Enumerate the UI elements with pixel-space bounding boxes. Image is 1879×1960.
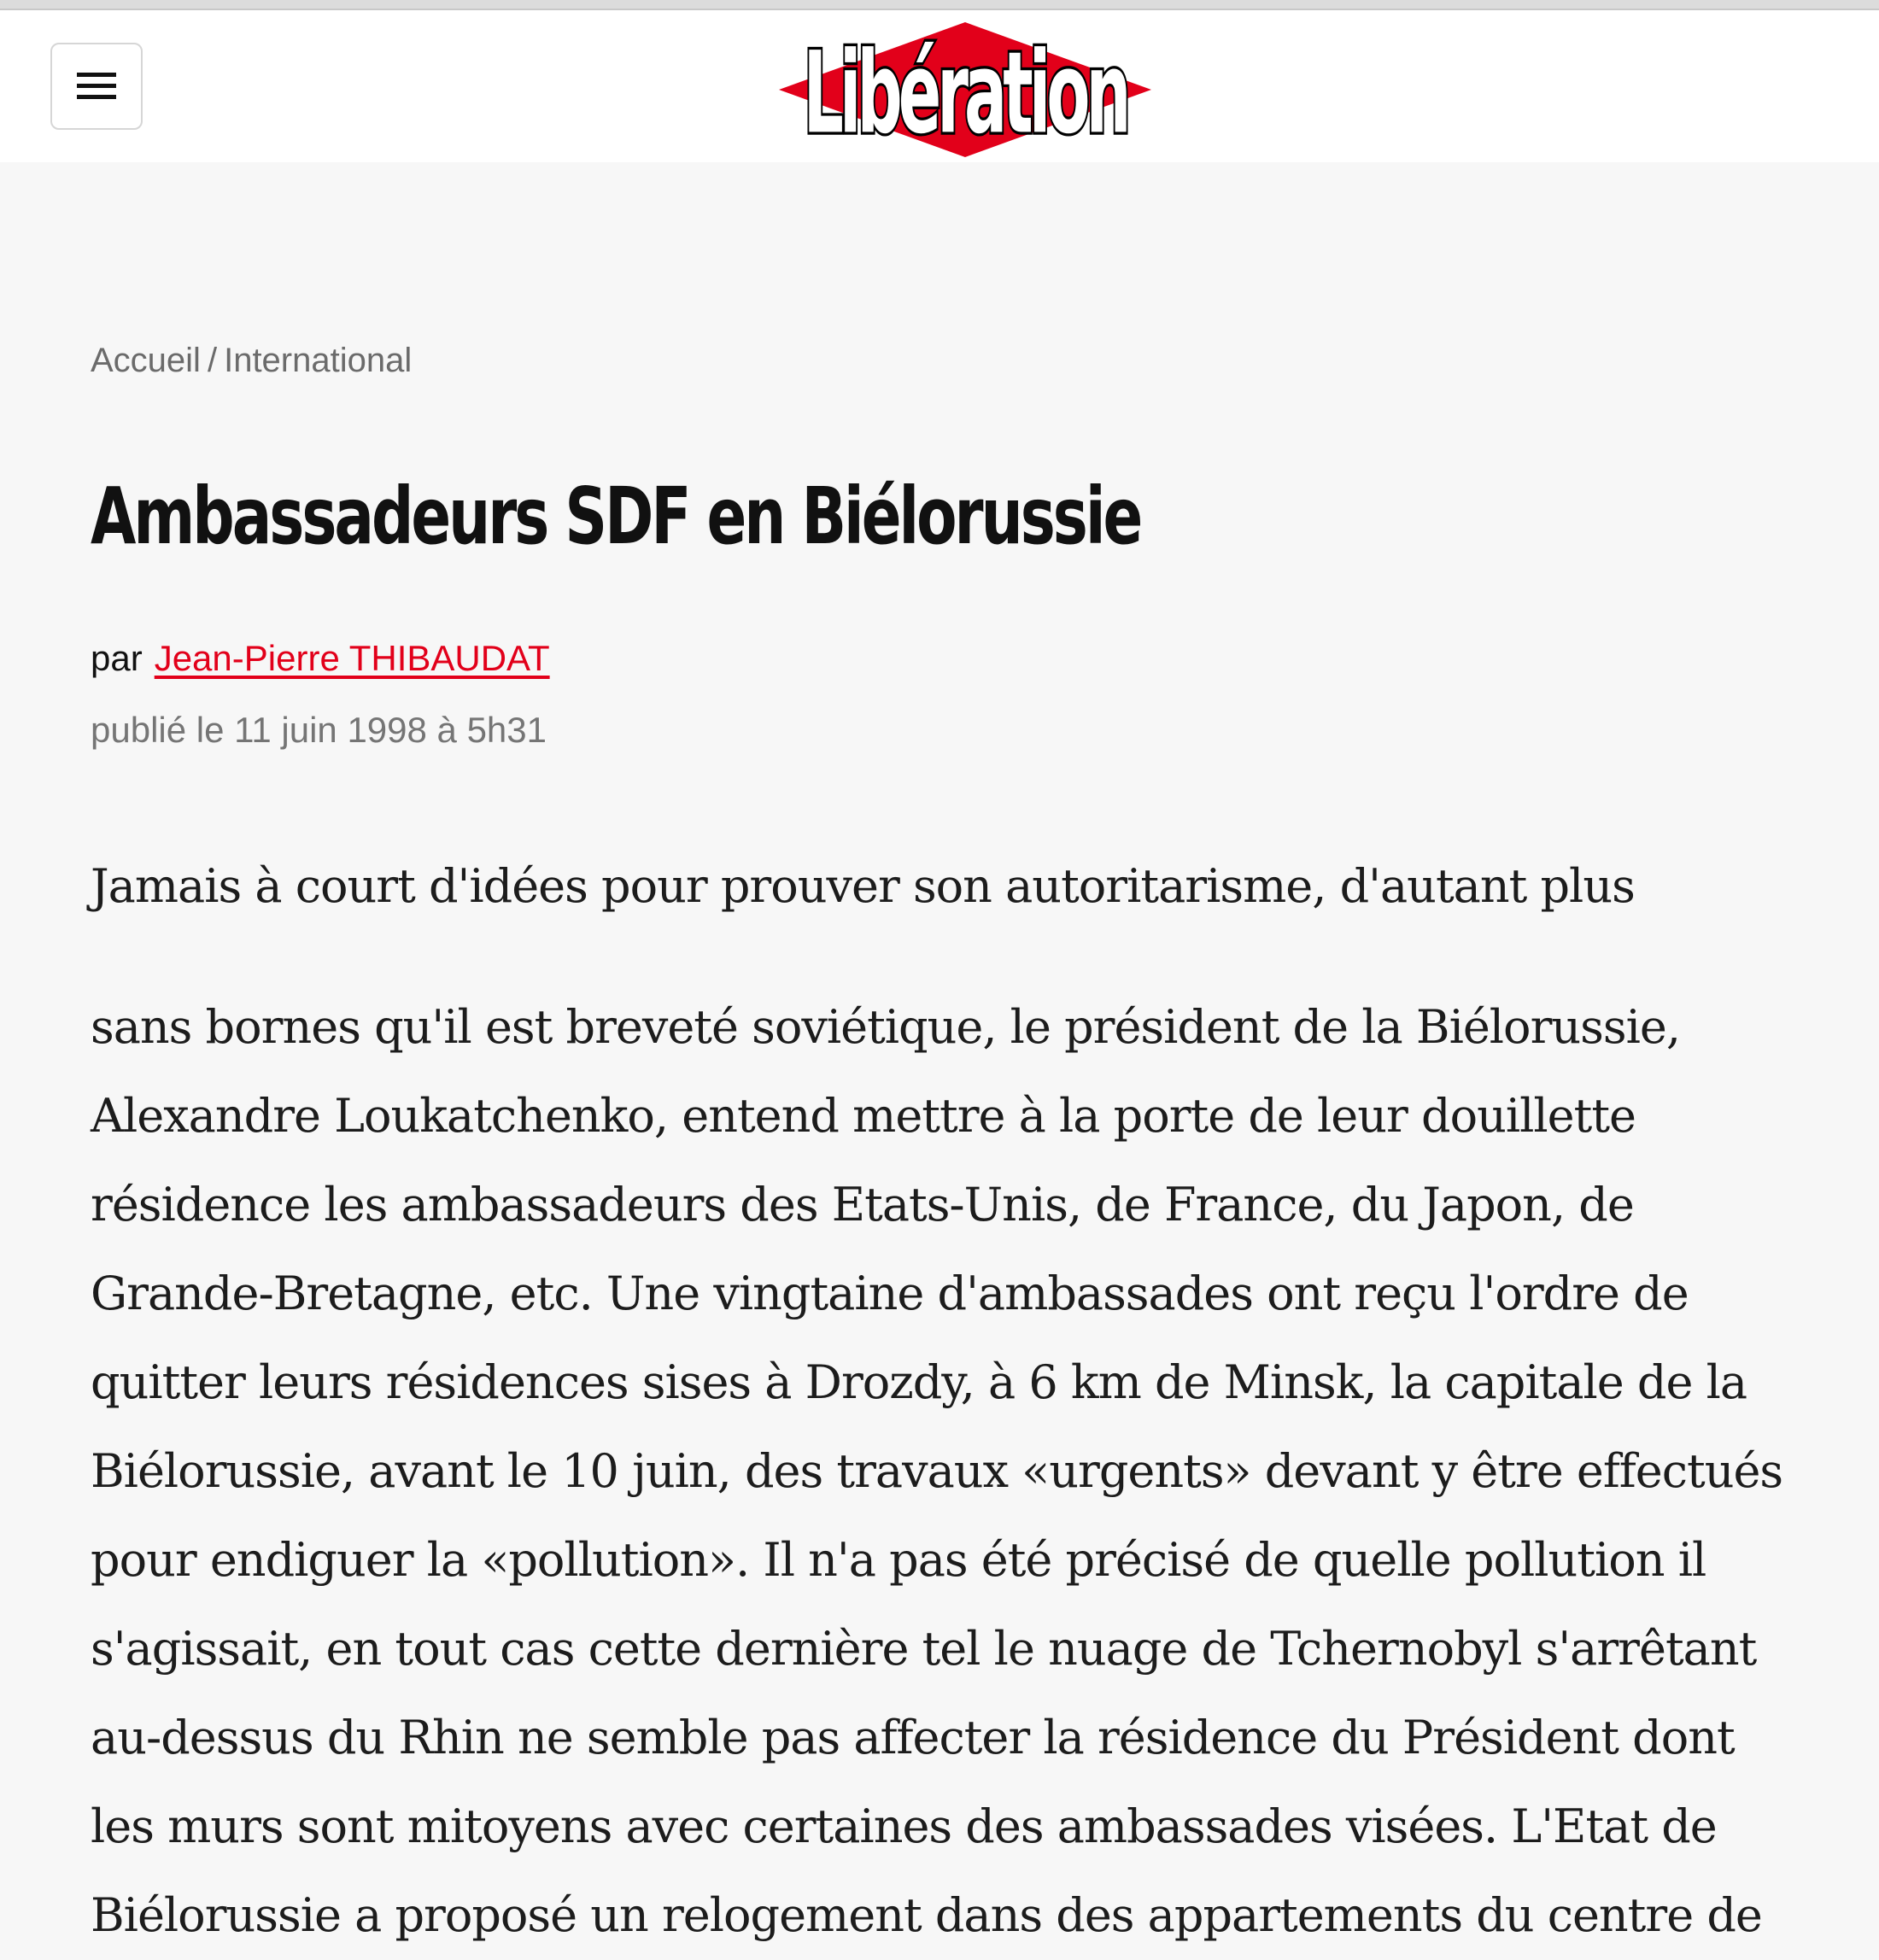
breadcrumb — [91, 339, 412, 382]
author-link[interactable]: Jean-Pierre THIBAUDAT — [154, 638, 550, 678]
breadcrumb-section-link[interactable]: International — [224, 342, 413, 379]
paragraph-line: pour endiguer la «pollution». Il n'a pas été précisé de quelle pollution il — [91, 1533, 1706, 1587]
byline — [91, 636, 550, 681]
paragraph-line: s'agissait, en tout cas cette dernière tel le nuage de Tchernobyl s'arrêtant — [91, 1622, 1757, 1676]
paragraph-line: Biélorussie a proposé un relogement dans des appartements du centre de — [91, 1888, 1762, 1942]
hamburger-menu-icon — [77, 69, 116, 103]
breadcrumb-home-link[interactable]: Accueil — [91, 342, 201, 379]
article-title: Ambassadeurs SDF en Biélorussie — [91, 471, 1141, 562]
paragraph-line: Alexandre Loukatchenko, entend mettre à la porte de leur douillette — [91, 1089, 1636, 1143]
site-header — [0, 10, 1879, 162]
byline-prefix: par — [91, 638, 143, 678]
browser-top-border — [0, 0, 1879, 10]
breadcrumb-separator: / — [207, 342, 218, 379]
paragraph-line: résidence les ambassadeurs des Etats-Unis, de France, du Japon, de — [91, 1178, 1634, 1232]
menu-button[interactable] — [50, 43, 143, 130]
paragraph-line: Biélorussie, avant le 10 juin, des travaux «urgents» devant y être effectués — [91, 1444, 1783, 1498]
logo-wordmark: Libération — [803, 28, 1127, 160]
liberation-logo[interactable] — [774, 15, 1156, 161]
paragraph-line: quitter leurs résidences sises à Drozdy, à 6 km de Minsk, la capitale de la — [91, 1355, 1747, 1409]
article-paragraph-2 — [91, 983, 1867, 1960]
paragraph-line: Grande-Bretagne, etc. Une vingtaine d'ambassades ont reçu l'ordre de — [91, 1267, 1689, 1320]
publication-date: publié le 11 juin 1998 à 5h31 — [91, 710, 547, 750]
paragraph-line: sans bornes qu'il est breveté soviétique, le président de la Biélorussie, — [91, 1000, 1680, 1054]
article-paragraph-1: Jamais à court d'idées pour prouver son autoritarisme, d'autant plus — [91, 859, 1635, 913]
paragraph-line: les murs sont mitoyens avec certaines des ambassades visées. L'Etat de — [91, 1799, 1717, 1853]
paragraph-line: au-dessus du Rhin ne semble pas affecter la résidence du Président dont — [91, 1711, 1735, 1764]
